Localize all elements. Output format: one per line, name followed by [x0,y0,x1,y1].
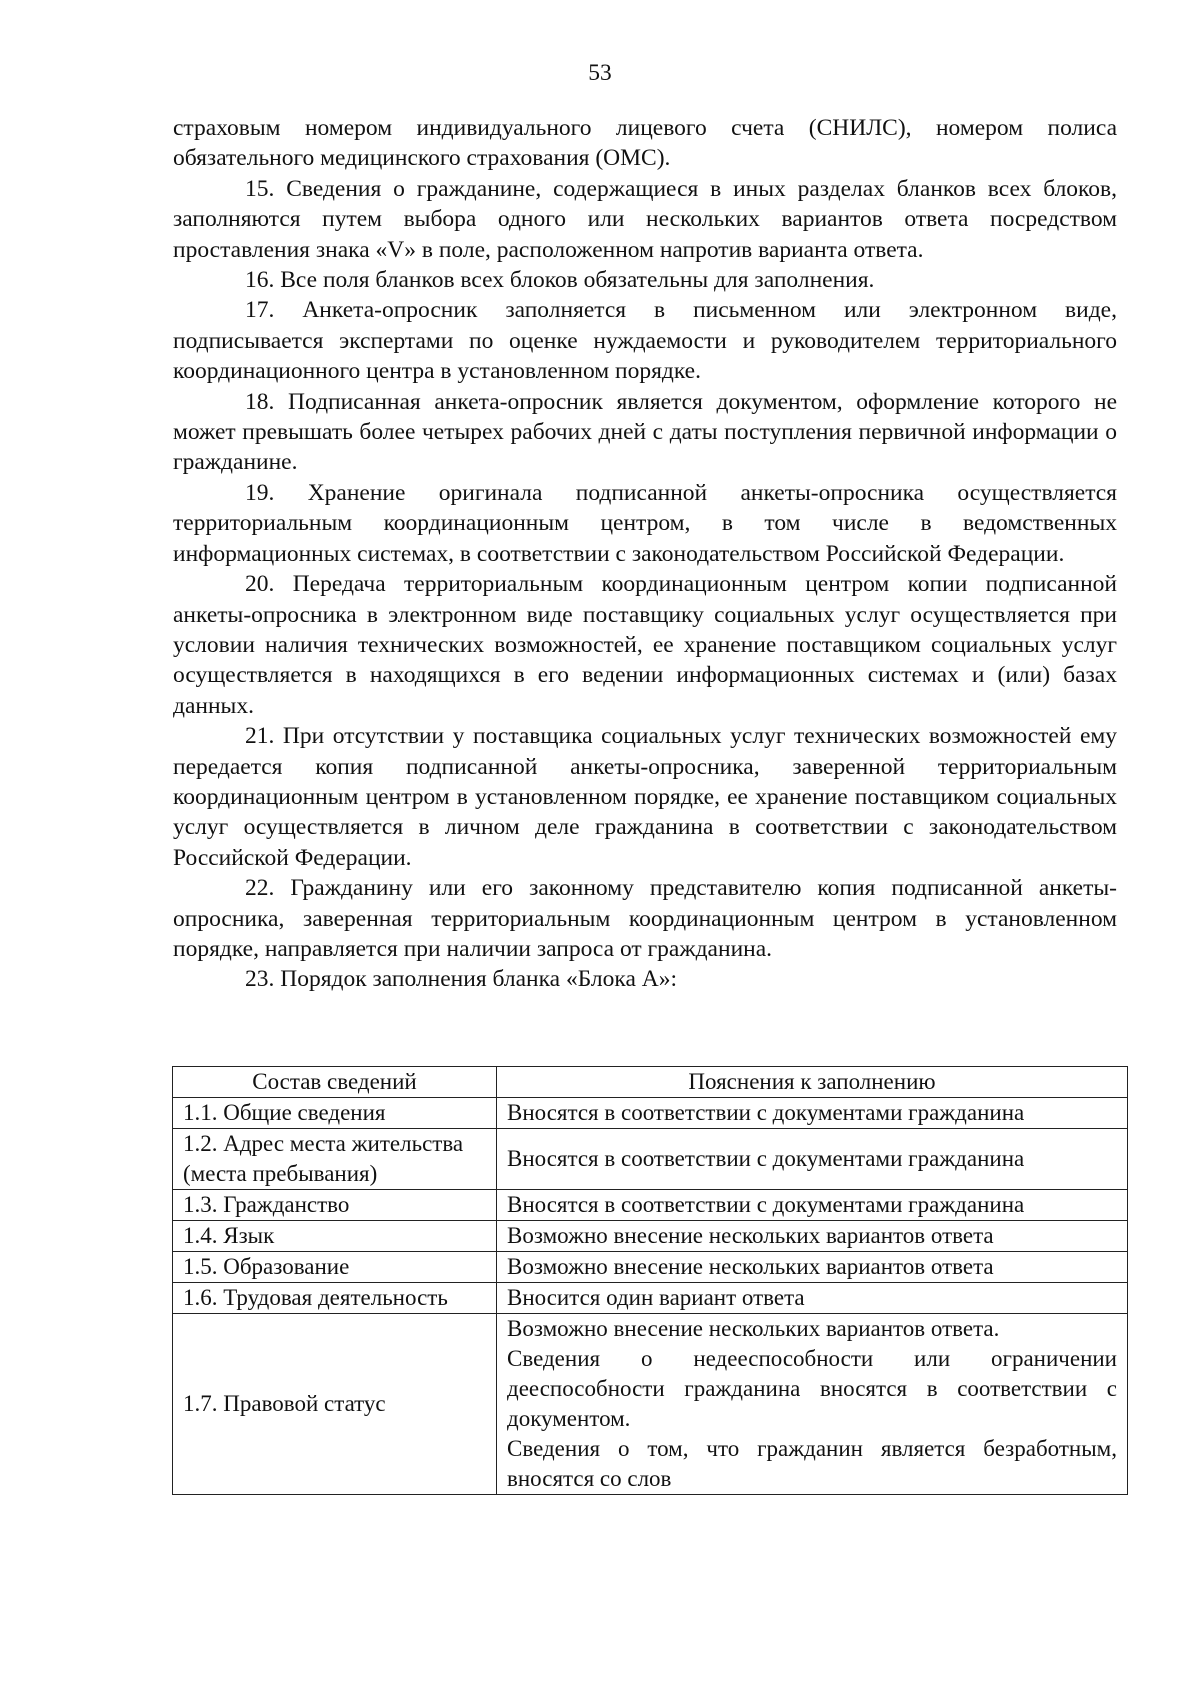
paragraph-23: 23. Порядок заполнения бланка «Блока А»: [245,966,678,993]
table-cell-item: 1.3. Гражданство [173,1190,497,1221]
explanation-line: Вносятся в соответствии с документами гражданина [507,1192,1025,1217]
table-cell-explanation [497,1190,1128,1221]
explanation-line: Вносится один вариант ответа [507,1285,805,1310]
paragraph-15: 15. Сведения о гражданине, содержащиеся в иных разделах бланков всех блоков, заполняются путем выбора одного или нескольких вариантов ответа посредством проставления знака «V» в поле, расположенном напротив варианта ответа. [173,175,1117,263]
table-header-row [173,1067,1128,1098]
table-header-cell: Состав сведений [173,1067,497,1098]
paragraph-16: 16. Все поля бланков всех блоков обязательны для заполнения. [245,267,875,294]
paragraph-20: 20. Передача территориальным координационным центром копии подписанной анкеты-опросника в электронном виде поставщику социальных услуг осуществляется при условии наличия технических возможностей, ее хранение поставщиком социальных услуг осуществляется в находящихся в его ведении информационных системах и (или) базах данных. [173,571,1117,719]
table-row [173,1314,1128,1495]
table-row [173,1098,1128,1129]
paragraph-21: 21. При отсутствии у поставщика социальных услуг технических возможностей ему передается копия подписанной анкеты-опросника, заверенной территориальным координационным центром в установленном порядке, ее хранение поставщиком социальных услуг осуществляется в личном деле гражданина в соответствии с законодательством Российской Федерации. [173,723,1117,871]
table-cell-item: 1.4. Язык [173,1221,497,1252]
table-row [173,1190,1128,1221]
explanation-line: Вносятся в соответствии с документами гражданина [507,1100,1025,1125]
page-number: 53 [588,60,612,86]
paragraph-17: 17. Анкета-опросник заполняется в письменном или электронном виде, подписывается экспертами по оценке нуждаемости и руководителем территориального координационного центра в установленном порядке. [173,297,1117,385]
explanation-line: Возможно внесение нескольких вариантов ответа. [507,1316,1000,1341]
explanation-line: Сведения о том, что гражданин является безработным, вносятся со слов [507,1436,1117,1491]
table-row [173,1129,1128,1190]
table-row [173,1283,1128,1314]
table-header-cell: Пояснения к заполнению [497,1067,1128,1098]
document-body [173,113,1117,995]
table-cell-explanation [497,1314,1128,1495]
table-cell-item: 1.1. Общие сведения [173,1098,497,1129]
table-row [173,1221,1128,1252]
paragraph-18: 18. Подписанная анкета-опросник является документом, оформление которого не может превышать более четырех рабочих дней с даты поступления первичной информации о гражданине. [173,388,1117,476]
explanation-line: Вносятся в соответствии с документами гражданина [507,1146,1025,1171]
table-row [173,1252,1128,1283]
table-cell-explanation [497,1221,1128,1252]
paragraph-22: 22. Гражданину или его законному представителю копия подписанной анкеты-опросника, заверенная территориальным координационным центром в установленном порядке, направляется при наличии запроса от гражданина. [173,875,1117,962]
explanation-line: Возможно внесение нескольких вариантов ответа [507,1254,994,1279]
explanation-line: Возможно внесение нескольких вариантов ответа [507,1223,994,1248]
paragraph-continuation: страховым номером индивидуального лицевого счета (СНИЛС), номером полиса обязательного медицинского страхования (ОМС). [173,115,1117,172]
table-cell-item: 1.5. Образование [173,1252,497,1283]
paragraph-19: 19. Хранение оригинала подписанной анкеты-опросника осуществляется территориальным координационным центром, в том числе в ведомственных информационных системах, в соответствии с законодательством Российской Федерации. [173,479,1117,567]
table-cell-explanation [497,1129,1128,1190]
explanation-line: Сведения о недееспособности или ограничении дееспособности гражданина вносятся в соответствии с документом. [507,1346,1117,1431]
table-cell-explanation [497,1098,1128,1129]
table-cell-item: 1.6. Трудовая деятельность [173,1283,497,1314]
table-cell-explanation [497,1283,1128,1314]
table-cell-item: 1.7. Правовой статус [173,1314,497,1495]
table-cell-explanation [497,1252,1128,1283]
table-cell-item: 1.2. Адрес места жительства (места пребывания) [173,1129,497,1190]
block-a-fill-table [172,1066,1128,1495]
